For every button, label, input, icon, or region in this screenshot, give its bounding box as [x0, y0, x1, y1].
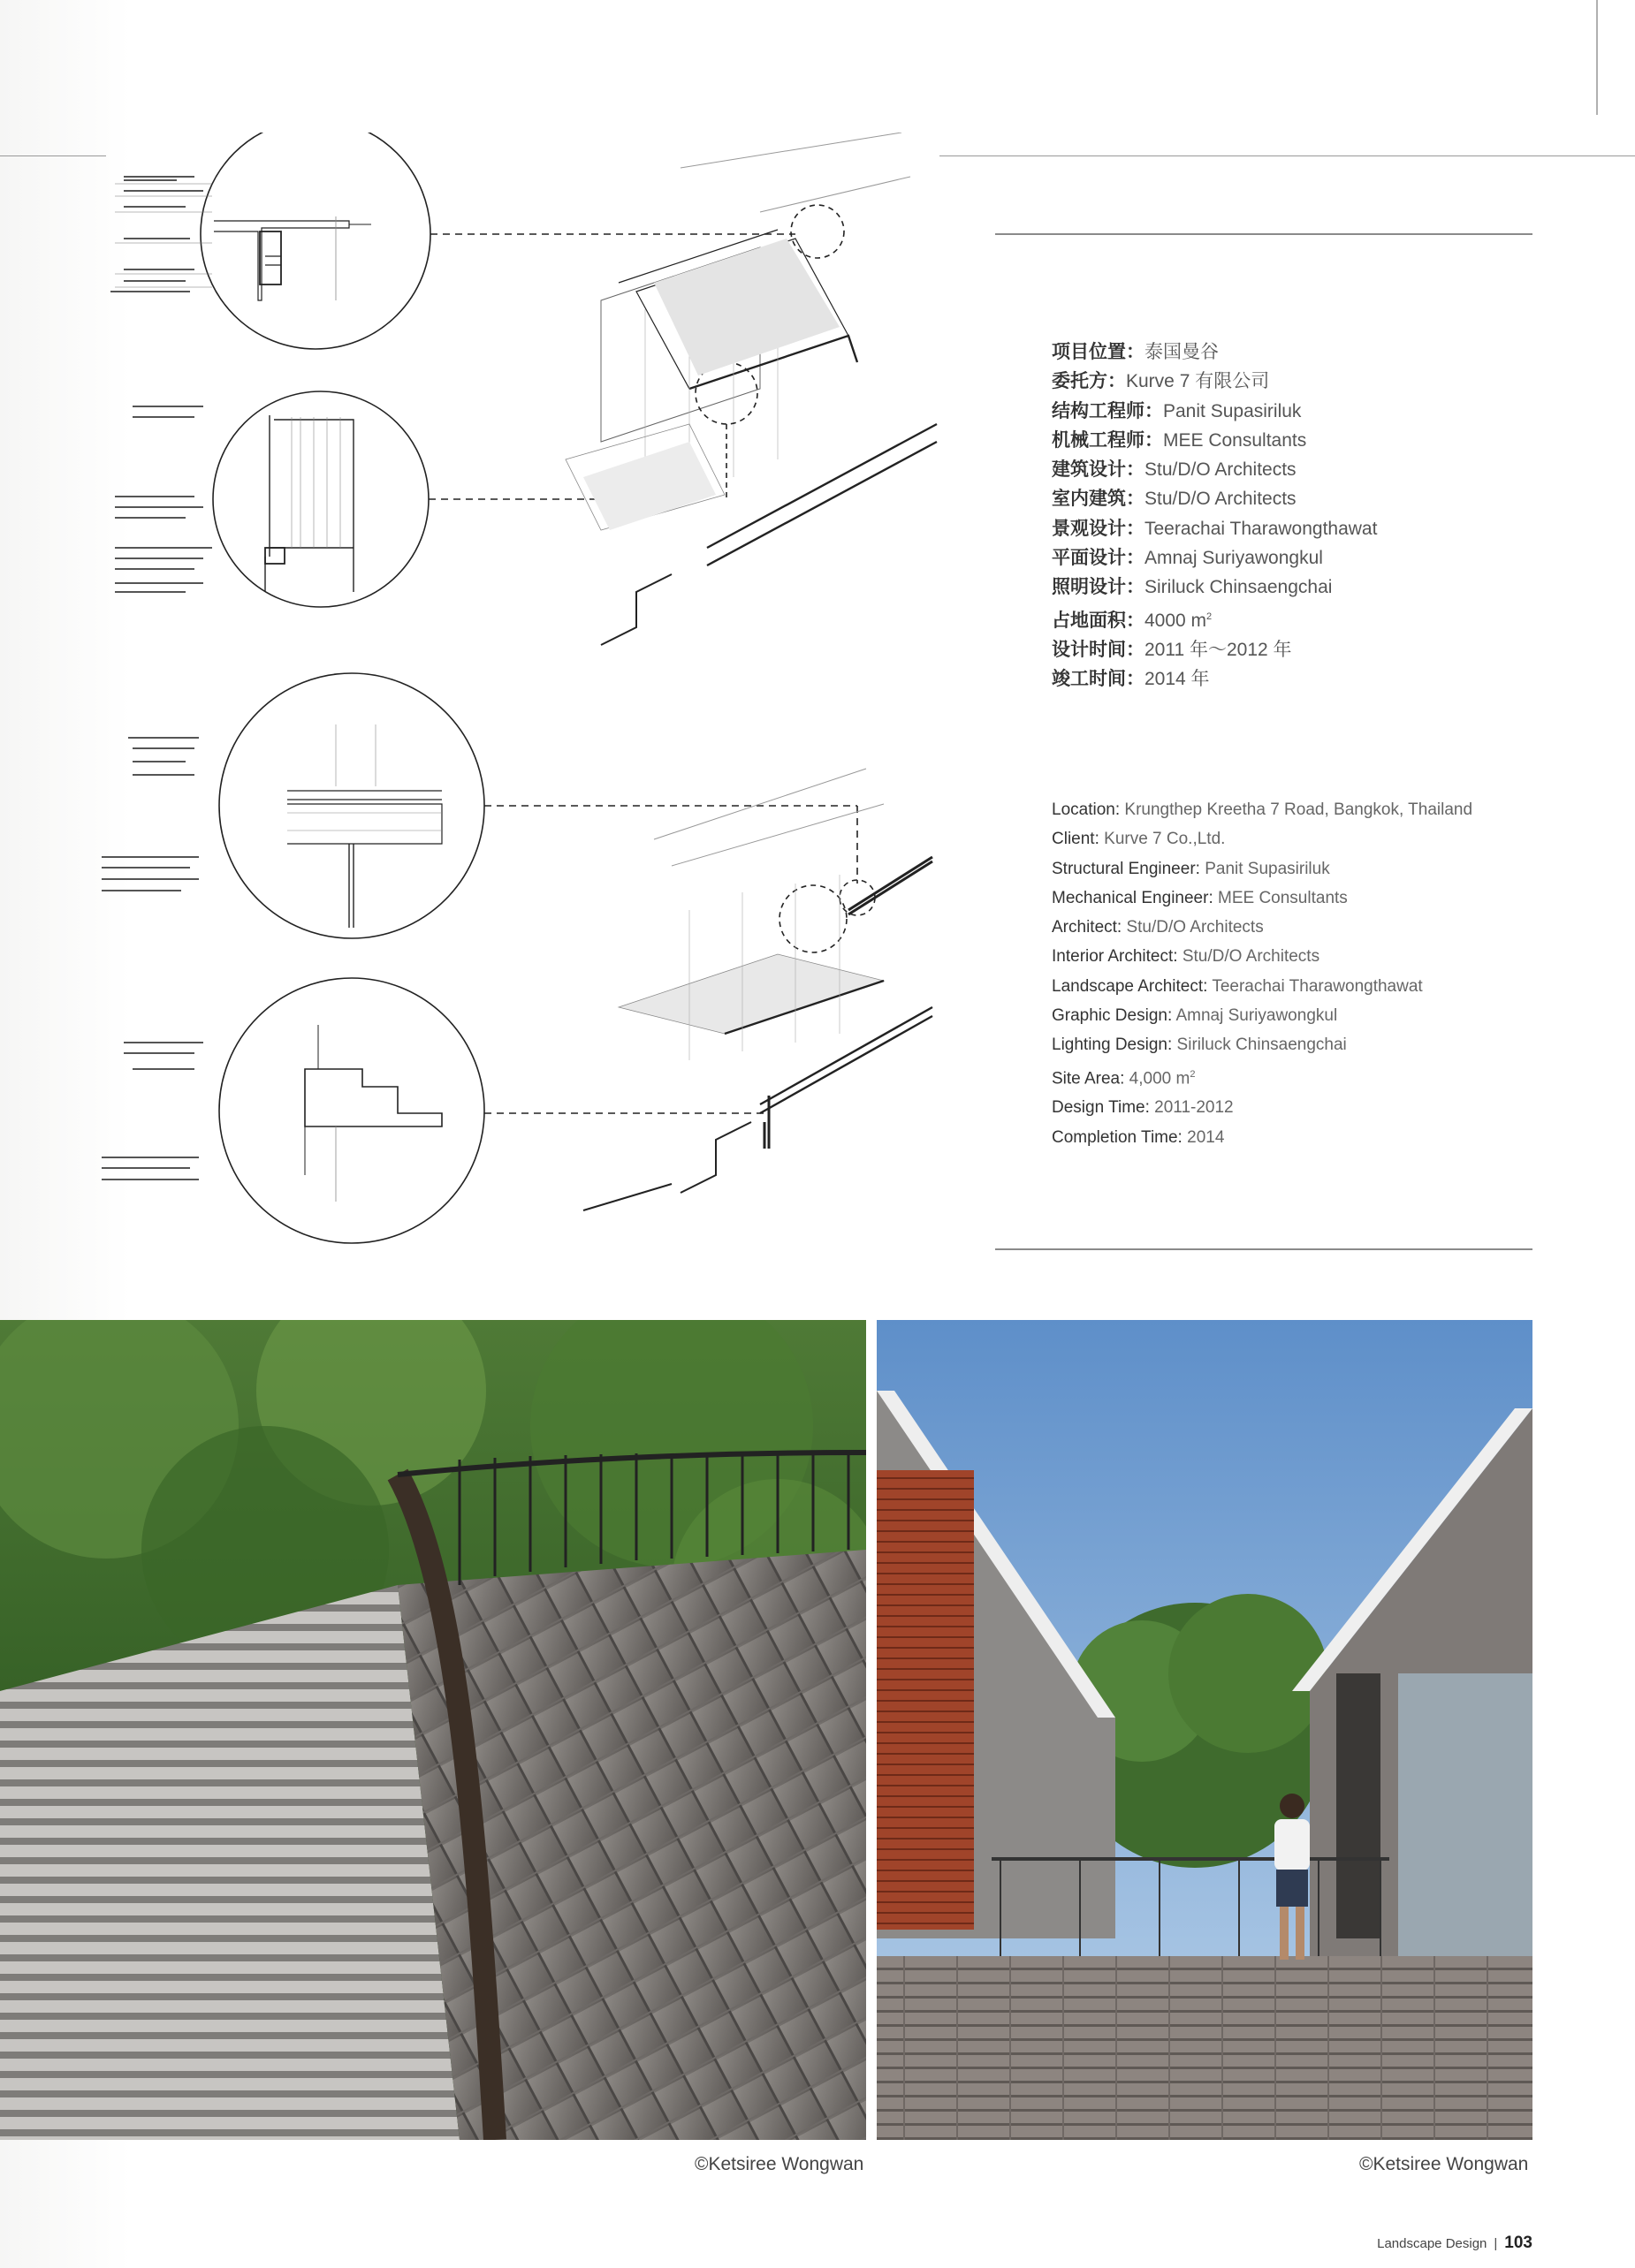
isometric-view-1	[566, 133, 937, 645]
info-en-structural-engineer: Structural Engineer: Panit Supasiriluk	[1052, 859, 1330, 878]
footer-separator: |	[1494, 2236, 1498, 2251]
detail-circle-1	[110, 133, 430, 349]
info-en-landscape-architect: Landscape Architect: Teerachai Tharawongthawat	[1052, 976, 1423, 996]
detail-drawings	[0, 133, 954, 1263]
footer-section-title: Landscape Design	[1377, 2236, 1487, 2251]
info-cn-site-area: 占地面积：4000 $m^2$	[1052, 610, 1213, 631]
info-en-mechanical-engineer: Mechanical Engineer: MEE Consultants	[1052, 888, 1348, 907]
project-info-chinese	[1052, 338, 1511, 694]
info-cn-lighting-design: 照明设计：Siriluck Chinsaengchai	[1052, 577, 1333, 598]
info-cn-architect: 建筑设计：Stu/D/O Architects	[1052, 459, 1297, 481]
top-rule-right	[939, 155, 1635, 156]
project-info-english	[1052, 795, 1547, 1152]
info-top-rule	[995, 233, 1532, 235]
photo-credit-right: ©Ketsiree Wongwan	[1359, 2154, 1529, 2174]
isometric-view-2	[583, 769, 932, 1210]
info-en-client: Client: Kurve 7 Co.,Ltd.	[1052, 830, 1226, 849]
info-cn-location: 项目位置：泰国曼谷	[1052, 342, 1219, 362]
info-bottom-rule	[995, 1248, 1532, 1250]
info-en-design-time: Design Time: 2011-2012	[1052, 1098, 1234, 1118]
info-cn-interior-architect: 室内建筑：Stu/D/O Architects	[1052, 489, 1297, 510]
info-en-architect: Architect: Stu/D/O Architects	[1052, 918, 1264, 937]
page-edge-right	[1596, 0, 1598, 115]
info-cn-landscape-architect: 景观设计：Teerachai Tharawongthawat	[1052, 518, 1378, 539]
photo-credit-left: ©Ketsiree Wongwan	[695, 2154, 864, 2174]
info-cn-structural-engineer: 结构工程师：Panit Supasiriluk	[1052, 400, 1302, 421]
detail-circle-3	[102, 673, 484, 938]
info-en-interior-architect: Interior Architect: Stu/D/O Architects	[1052, 947, 1320, 967]
detail-circle-4	[102, 978, 484, 1243]
info-cn-client: 委托方：Kurve 7 有限公司	[1052, 371, 1270, 392]
info-en-completion-time: Completion Time: 2014	[1052, 1127, 1225, 1147]
detail-circle-2	[115, 391, 429, 607]
info-en-location: Location: Krungthep Kreetha 7 Road, Bangkok, Thailand	[1052, 800, 1473, 819]
photo-boardwalk	[0, 1320, 866, 2140]
info-cn-completion-time: 竣工时间：2014 年	[1052, 669, 1210, 690]
info-cn-design-time: 设计时间：2011 年～2012 年	[1052, 639, 1292, 660]
page-number: 103	[1504, 2234, 1532, 2252]
photo-courtyard	[877, 1320, 1532, 2140]
info-en-site-area: Site Area: 4,000 $m^2$	[1052, 1068, 1196, 1088]
info-en-graphic-design: Graphic Design: Amnaj Suriyawongkul	[1052, 1006, 1338, 1026]
page-footer	[1377, 2234, 1532, 2253]
info-cn-mechanical-engineer: 机械工程师：MEE Consultants	[1052, 429, 1307, 451]
info-en-lighting-design: Lighting Design: Siriluck Chinsaengchai	[1052, 1035, 1347, 1055]
info-cn-graphic-design: 平面设计：Amnaj Suriyawongkul	[1052, 548, 1323, 569]
